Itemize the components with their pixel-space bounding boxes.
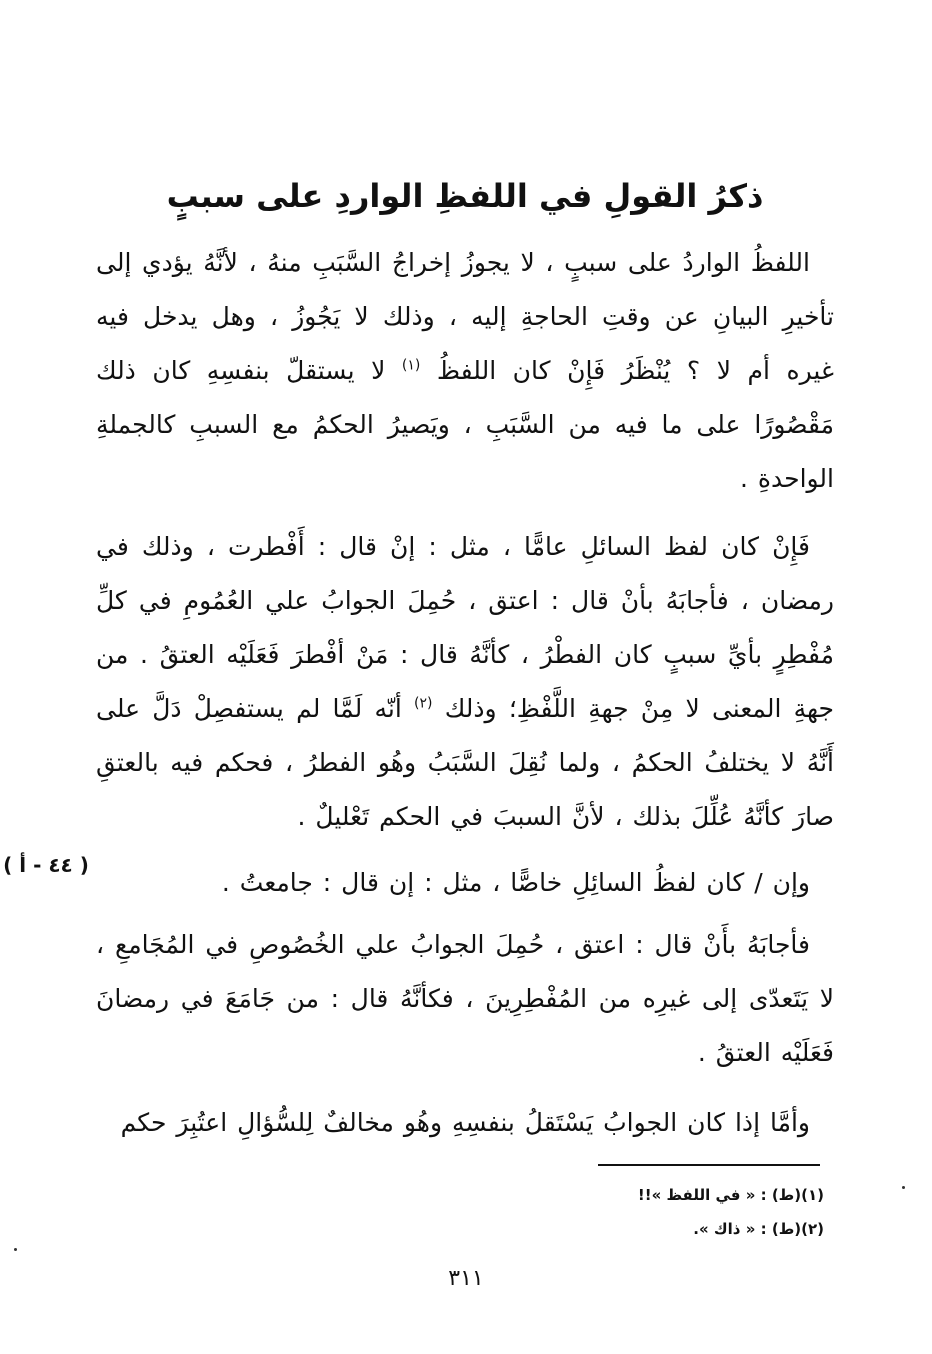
section-heading: ذكرُ القولِ في اللفظِ الواردِ على سببٍ bbox=[166, 177, 764, 215]
footnote-1: (١)(ط) : « في اللفظ »!! bbox=[637, 1186, 824, 1204]
paragraph-2-text-a: فَإِنْ كان لفظ السائلِ عامًّا ، مثل : إنْ قال : أَفْطرت ، وذلك في رمضان ، فأجابَهُ بأنْ قال : اعتق ، حُمِلَ الجوابُ علي العُمُومِ في كلِّ مُفْطِرٍ بأيِّ سببٍ كان الفطْرُ ، كأنَّهُ قال : مَنْ أفْطرَ فَعَلَيْه العتقُ . من جهةِ المعنى لا مِنْ جهةِ اللَّفْظِ؛ وذلك bbox=[96, 532, 835, 723]
paragraph-3-text: وإن / كان لفظُ السائِلِ خاصًّا ، مثل : إن قال : جامعتُ . bbox=[221, 868, 810, 897]
paragraph-1-text-b: لا يستقلّ بنفسِهِ كان ذلك مَقْصُورًا على ما فيه من السَّبَبِ ، ويَصيرُ الحكمُ مع السببِ كالجملةِ الواحدةِ . bbox=[96, 356, 834, 493]
footnote-separator-line bbox=[598, 1164, 820, 1166]
scan-speck bbox=[14, 1248, 17, 1251]
paragraph-2 bbox=[96, 520, 834, 844]
paragraph-5 bbox=[96, 1096, 834, 1150]
footnote-2: (٢)(ط) : « ذاك ». bbox=[693, 1220, 824, 1238]
scan-speck bbox=[902, 1186, 905, 1189]
footnote-reference-2: (٢) bbox=[414, 695, 433, 712]
page-number: ٣١١ bbox=[448, 1266, 484, 1291]
footnotes-block bbox=[560, 1178, 824, 1246]
paragraph-2-text-b: أنّه لَمَّا لم يستفصِلْ دَلَّ على أَنَّهُ لا يختلفُ الحكمُ ، ولما نُقِلَ السَّبَبُ وهُو الفطرُ ، فحكم فيه بالعتقِ صارَ كأنَّهُ عُلِّلَ بذلك ، لأنَّ السببَ في الحكم تَعْليلٌ . bbox=[96, 694, 834, 831]
paragraph-5-text: وأمَّا إذا كان الجوابُ يَسْتَقلُ بنفسِهِ وهُو مخالفٌ لِلسُّؤالِ اعتُبِرَ حكم bbox=[120, 1108, 810, 1137]
paragraph-4-text: فأجابَهُ بأَنْ قال : اعتق ، حُمِلَ الجوابُ علي الخُصُوصِ في المُجَامعِ ، لا يَتَعدّى إلى غيرِه من المُفْطِرِينَ ، فكأنَّهُ قال : من جَامَعَ في رمضانَ فَعَلَيْه العتقُ . bbox=[96, 930, 834, 1067]
paragraph-1 bbox=[96, 236, 834, 506]
paragraph-4 bbox=[96, 918, 834, 1080]
paragraph-3 bbox=[96, 856, 834, 910]
paragraph-1-text-a: اللفظُ الواردُ على سببٍ ، لا يجوزُ إخراجُ السَّبَبِ منهُ ، لأنَّهُ يؤدي إلى تأخيرِ البيانِ عن وقتِ الحاجةِ إليه ، وذلك لا يَجُوزُ ، وهل يدخل فيه غيره أم لا ؟ يُنْظَرُ فَإِنْ كان اللفظُ bbox=[96, 248, 834, 385]
footnote-reference-1: (١) bbox=[401, 357, 421, 374]
manuscript-folio-marker: ( ٤٤ - أ ) bbox=[3, 853, 89, 877]
